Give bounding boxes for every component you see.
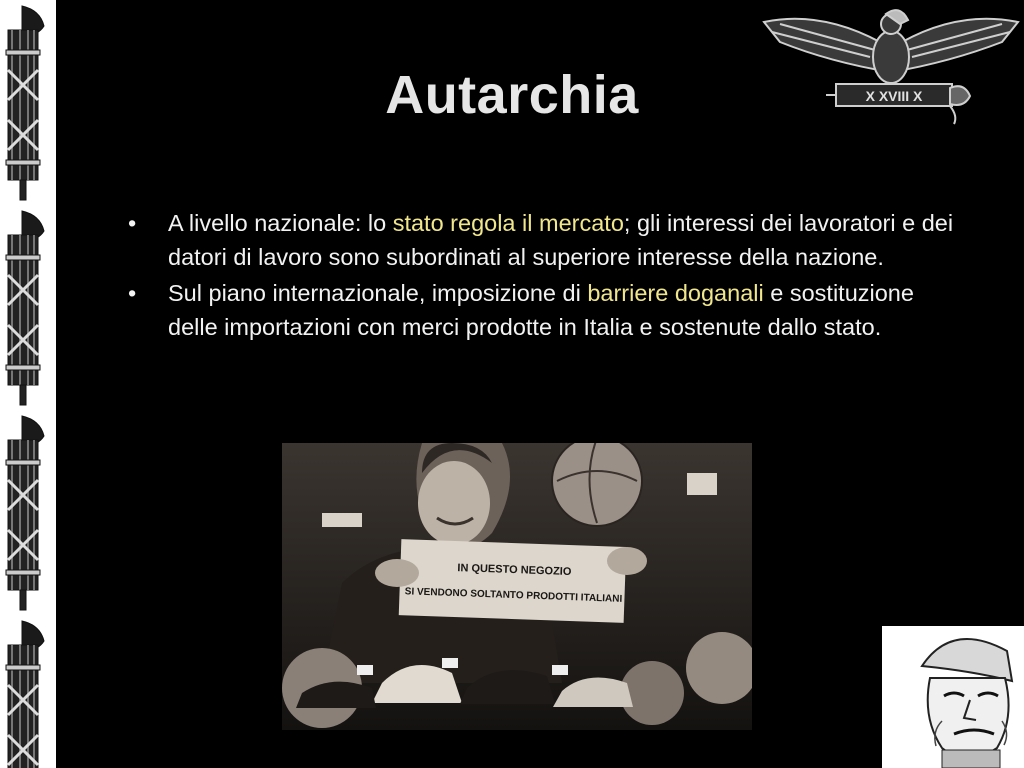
eagle-banner-text: X XVIII X [865, 88, 923, 104]
bullet-dot: • [128, 280, 137, 306]
shop-photo [282, 443, 752, 730]
bullet-text-before: A livello nazionale: lo [168, 210, 393, 236]
bullet-text-after: ; gli interessi dei lavoratori e dei datori di lavoro sono subordinati al superiore interesse della nazione. [168, 210, 954, 270]
bullet-highlight: stato regola il mercato [392, 210, 624, 236]
bullet-dot: • [128, 210, 137, 236]
bullet-highlight: barriere doganali [587, 280, 764, 306]
sign-line1: IN QUESTO NEGOZIO [457, 562, 572, 579]
sign-line2: SI VENDONO SOLTANTO PRODOTTI ITALIANI [404, 586, 623, 605]
bullet-list [120, 206, 960, 346]
bullet-item [120, 276, 960, 344]
slide-title: Autarchia [385, 65, 639, 125]
bullet-text-before: Sul piano internazionale, imposizione di [168, 280, 588, 306]
bullet-text-after: e sostituzione delle importazioni con merci prodotte in Italia e sostenute dallo stato. [168, 280, 914, 340]
bullet-item [120, 206, 960, 274]
helmeted-head-caricature-icon [882, 626, 1024, 768]
